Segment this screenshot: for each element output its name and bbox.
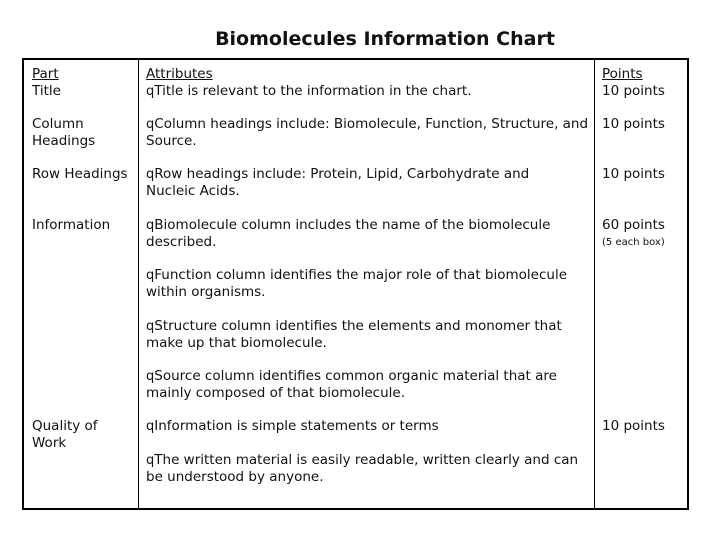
checkbox-bullet-icon: q bbox=[146, 268, 155, 283]
page-title: Biomolecules Information Chart bbox=[215, 28, 555, 50]
points-value: 60 points (5 each box) bbox=[602, 217, 690, 251]
checkbox-bullet-icon: q bbox=[146, 319, 155, 334]
attribute-item: qFunction column identifies the major role of that biomolecule within organisms. bbox=[146, 267, 567, 300]
column-divider bbox=[138, 60, 139, 508]
attribute-item: qInformation is simple statements or terms bbox=[146, 418, 439, 434]
checkbox-bullet-icon: q bbox=[146, 369, 155, 384]
row-part-row-headings: Row Headings bbox=[32, 166, 128, 182]
attribute-item: qThe written material is easily readable, written clearly and can be understood by anyone. bbox=[146, 452, 579, 485]
points-value: 10 points bbox=[602, 83, 665, 99]
attribute-item: qTitle is relevant to the information in the chart. bbox=[146, 83, 472, 99]
checkbox-bullet-icon: q bbox=[146, 453, 155, 468]
rubric-table bbox=[22, 58, 689, 510]
points-note: (5 each box) bbox=[602, 237, 665, 248]
attribute-item: qRow headings include: Protein, Lipid, Carbohydrate and Nucleic Acids. bbox=[146, 166, 530, 199]
checkbox-bullet-icon: q bbox=[146, 218, 155, 233]
header-attributes: Attributes qTitle is relevant to the information in the chart. bbox=[146, 66, 586, 100]
attribute-item: qSource column identifies common organic material that are mainly composed of that biomolecule. bbox=[146, 368, 557, 401]
points-value: 10 points bbox=[602, 166, 665, 182]
row-part-column-headings: Column Headings bbox=[32, 116, 96, 149]
header-points: Points 10 points bbox=[602, 66, 686, 100]
header-part: Part Title bbox=[32, 66, 132, 100]
attribute-item: qBiomolecule column includes the name of the biomolecule described. bbox=[146, 217, 551, 250]
points-value: 10 points bbox=[602, 116, 665, 132]
row-part-title: Title bbox=[32, 83, 61, 99]
checkbox-bullet-icon: q bbox=[146, 167, 155, 182]
row-part-quality-of-work: Quality of Work bbox=[32, 418, 98, 451]
attribute-item: qStructure column identifies the elements and monomer that make up that biomolecule. bbox=[146, 318, 562, 351]
checkbox-bullet-icon: q bbox=[146, 419, 155, 434]
checkbox-bullet-icon: q bbox=[146, 84, 155, 99]
checkbox-bullet-icon: q bbox=[146, 117, 155, 132]
attribute-item: qColumn headings include: Biomolecule, Function, Structure, and Source. bbox=[146, 116, 589, 149]
row-part-information: Information bbox=[32, 217, 111, 233]
points-value: 10 points bbox=[602, 418, 665, 434]
